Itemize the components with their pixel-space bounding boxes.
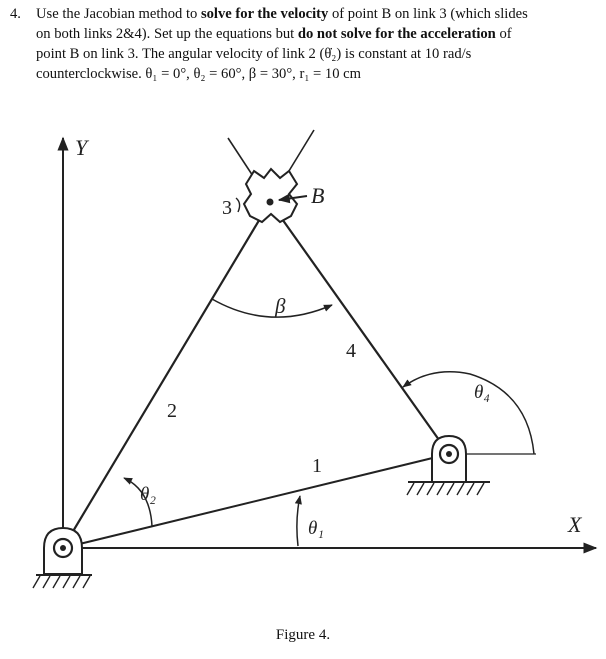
problem-number: 4. xyxy=(10,6,21,22)
link-4 xyxy=(270,202,449,454)
beta-label: β xyxy=(275,294,286,318)
link-4-label: 4 xyxy=(346,340,356,362)
ground-pivot-o4 xyxy=(407,436,490,495)
y-axis-label: Y xyxy=(75,135,88,160)
link-3-label: 3 xyxy=(222,197,232,219)
problem-line-1-text: Use the Jacobian method to xyxy=(36,6,201,22)
figure-caption: Figure 4. xyxy=(275,627,331,643)
problem-line-1-bold: solve for the velocity xyxy=(200,6,329,22)
link-2 xyxy=(63,202,270,548)
point-b-label: B xyxy=(311,183,325,208)
theta1-label: θ₁ xyxy=(308,518,324,539)
problem-line-4: counterclockwise. θ₁ = 0°, θ₂ = 60°, β = 30°, r₁ = 10 cm xyxy=(36,66,362,82)
link-2-label: 2 xyxy=(167,400,177,422)
beta-arc xyxy=(212,299,332,317)
link-1 xyxy=(63,454,449,548)
problem-line-2-text: on both links 2&4). Set up the equations but xyxy=(36,26,298,42)
theta1-arrow xyxy=(297,496,300,546)
link-3-leader xyxy=(236,198,240,212)
theta2-label: θ₂ xyxy=(140,484,156,505)
link-1-label: 1 xyxy=(312,455,322,477)
x-axis-label: X xyxy=(568,512,582,537)
problem-line-2-tail: of xyxy=(495,26,512,42)
problem-line-3: point B on link 3. The angular velocity of link 2 (θ̇₂) is constant at 10 rad/s xyxy=(36,46,472,62)
problem-line-1-tail: of point B on link 3 (which slides xyxy=(328,6,528,22)
slider-block-link-3 xyxy=(244,169,297,222)
problem-line-2-bold: do not solve for the acceleration xyxy=(297,26,496,42)
theta4-arc xyxy=(403,372,534,454)
point-b-dot xyxy=(267,199,274,206)
ground-pivot-o2 xyxy=(33,528,92,588)
theta4-label: θ₄ xyxy=(474,382,490,403)
